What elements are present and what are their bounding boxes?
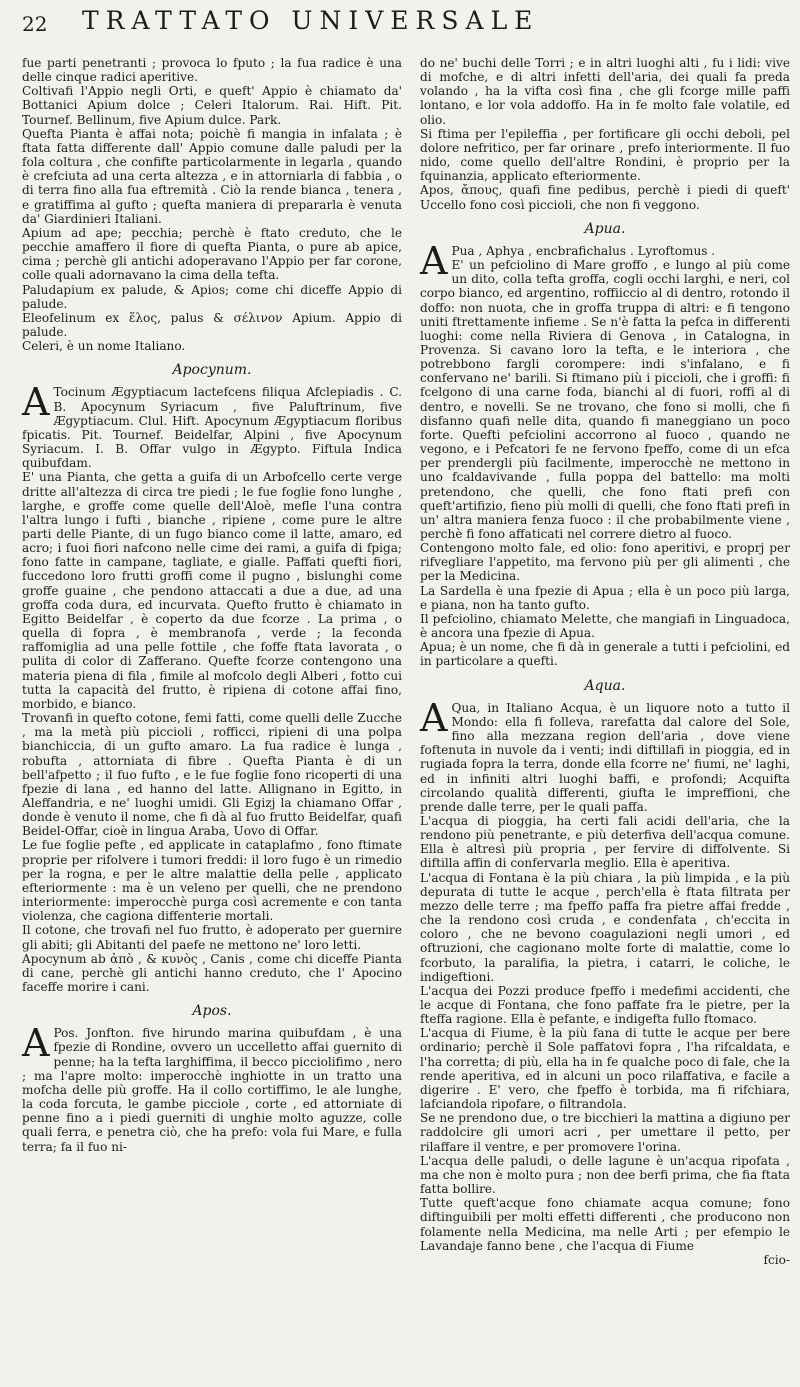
aqua-wells: L'acqua dei Pozzi produce fpeffo i medefimi accidenti, che le acque di Fontana, che fono paffate fra le pietre, per la fteffa ragione. Ella è pefante, e indigefta fullo ftomaco. bbox=[420, 983, 790, 1027]
apos-heading: Apos. bbox=[192, 1003, 232, 1020]
apocynum-etymology: Apocynum ab ἀπὸ , & κυνὸς , Canis , come chi diceffe Pianta di cane, perchè gli antichi hanno creduto, che l' Apocino faceffe morire i cani. bbox=[22, 951, 402, 994]
apua-melette: Il pefciolino, chiamato Melette, che mangiafi in Linguadoca, è ancora una fpezie di Apua. bbox=[420, 611, 790, 641]
apua-heading: Apua. bbox=[584, 220, 626, 237]
apium-paludapium: Paludapium ex palude, & Apios; come chi diceffe Appio di palude. bbox=[22, 282, 402, 311]
apos-text-body: Pos. Jonfton. five hirundo marina quibufdam , è una fpezie di Rondine, ovvero un uccelletto affai guernito di penne; ha la tefta larghiffima, il becco picciolifimo , nero ; ma l'apre molto: imperocchè inghiotte in un tratto una mofcha delle più groffe. Ha il collo cortiffimo, le ale lunghe, la coda forcuta, le gambe picciole , corte , ed attorniate di penne fino a i piedi guerniti di unghie molto aguzze, colle quali ferra, e penetra ciò, che ha prefo: vola fui Mare, e fulla terra; fa il fuo ni- bbox=[22, 1026, 402, 1154]
apos-continuation: do ne' buchi delle Torri ; e in altri luoghi alti , fu i lidi: vive di mofche, e di altri infetti dell'aria, dei quali fa preda volando , ha la vifta così fina , che gli fcorge mille paffi lontano, e lor vola addoffo. Ha in fe molto fale volatile, ed olio. bbox=[420, 56, 790, 127]
apocynum-description: E' una Pianta, che getta a guifa di un Arbofcello certe verge dritte all'altezza di circa tre piedi ; le fue foglie fono lunghe , larghe, e groffe come quelle dell'Aloè, mefle l'una contra l'altra lungo i fufti , bianche , ripiene , come pure le altre parti delle Piante, di un fugo bianco come il latte, amaro, ed acro; i fuoi fiori nafcono nelle cime dei rami, a guifa di fpiga; fono fatte in campane, tagliate, e gialle. Paffati quefti fiori, fuccedono loro frutti groffi come il pugno , bislunghi come groffe guaine , che pendono attaccati a due a due, ad una groffa coda dura, ed incurvata. Quefto frutto è chiamato in Egitto Beidelfar , è coperto da due fcorze . La prima , o quella di fopra , è membranofa , verde ; la feconda raffomiglia ad una pelle fottile , che foffe ftata lavorata , o pulita di color di Zafferano. Quefte fcorze contengono una materia piena di fila , fimile al mofcolo degli Alberi , fotto cui tutta la capacità del frutto, è ripiena di cotone affai fino, morbido, e bianco. bbox=[22, 470, 402, 711]
drop-cap-a: A bbox=[22, 1021, 50, 1066]
apium-intro: fue parti penetranti ; provoca lo fputo ; la fua radice è una delle cinque radici aperitive. bbox=[22, 56, 402, 85]
aqua-fountain: L'acqua di Fontana è la più chiara , la più limpida , e la più depurata di tutte le acque , perch'ella è ftata filtrata per mezzo delle terre ; ma fpeffo paffa fra pietre affai fredde , che la rendono così cruda , e condenfata , ch'eccita in coloro , che ne bevono coagulazioni negli umori , ed oftruzioni, che cagionano molte forte di malattie, come lo fcorbuto, la paralifia, la pietra, i catarri, le coliche, le indigeftioni. bbox=[420, 870, 790, 984]
apocynum-seeds: Trovanfi in quefto cotone, femi fatti, come quelli delle Zucche , ma la metà più piccioli , rofficci, ripieni di una polpa bianchiccia, di un gufto amaro. La fua radice è lunga , robufta , attorniata di fibre . Quefta Pianta è di un bell'afpetto ; il fuo fufto , e le fue foglie fono ricoperti di una fpezie di lana , ed hanno del latte. Allignano in Egitto, in Aleffandria, e ne' luoghi umidi. Gli Egizj la chiamano Offar , donde è venuto il nome, che fi dà al fuo frutto Beidelfar, quafi Beidel-Offar, cioè in lingua Araba, Uovo di Offar. bbox=[22, 711, 402, 839]
apium-greek: Eleofelinum ex ἕλος, palus & σέλινον Apium. Appio di palude. bbox=[22, 310, 402, 339]
apocynum-synonyms bbox=[22, 380, 402, 471]
left-column bbox=[22, 56, 402, 1154]
drop-cap-a: A bbox=[22, 380, 50, 425]
aqua-intro bbox=[420, 695, 790, 814]
aqua-morning: Se ne prendono due, o tre bicchieri la mattina a digiuno per raddolcire gli umori acri , per umettare il petto, per rilaffare il ventre, e per promovere l'orina. bbox=[420, 1111, 790, 1154]
apos-etymology: Apos, ἄπους, quafi fine pedibus, perchè i piedi di queft' Uccello fono così piccioli, che non fi veggono. bbox=[420, 183, 790, 212]
apocynum-uses: Le fue foglie pefte , ed applicate in cataplafmo , fono ftimate proprie per rifolvere i tumori freddi: il loro fugo è un rimedio per la rogna, e per le altre malattie della pelle , applicato efteriormente : ma è un veleno per quelli, che ne prendono interiormente: imperocchè purga così acremente e con tanta violenza, che cagiona diffenterie mortali. bbox=[22, 838, 402, 924]
apua-sardella: La Sardella è una fpezie di Apua ; ella è un poco più larga, e piana, non ha tanto gufto. bbox=[420, 583, 790, 612]
apocynum-synonyms-text: Tocinum Ægyptiacum lactefcens filiqua Afclepiadis . C. B. Apocynum Syriacum , five Paluftrinum, five Ægyptiacum. Clul. Hift. Apocynum Ægyptiacum floribus fpicatis. Pit. Tournef. Beidelfar, Alpini , five Apocynum Syriacum. I. B. Offar vulgo in Ægypto. Fiftula Indica quibufdam. bbox=[22, 385, 402, 471]
apua-synonyms-text: Pua , Aphya , encbrafichalus . Lyroftomus . bbox=[451, 243, 716, 258]
page-number: 22 bbox=[22, 12, 48, 36]
apocynum-heading: Apocynum. bbox=[172, 362, 252, 379]
apium-celeri: Celeri, è un nome Italiano. bbox=[22, 339, 186, 354]
page-header bbox=[22, 4, 786, 44]
aqua-river: L'acqua di Fiume, è la più fana di tutte le acque per bere ordinario; perchè il Sole paffatovi fopra , l'ha rifcaldata, e l'ha corretta; di più, ella ha in fe qualche poco di fale, che la rende aperitiva, ed in alcuni un poco rilaffativa, e facile a digerire . E' vero, che fpeffo è torbida, ma fi rifchiara, lafciandola ripofare, o filtrandola. bbox=[420, 1026, 790, 1112]
right-column bbox=[420, 56, 790, 1267]
aqua-final: Tutte queft'acque fono chiamate acqua comune; fono diftinguibili per molti effetti differenti , che producono non folamente nella Medicina, ma nelle Arti ; per efempio le Lavandaje fanno bene , che l'acqua di Fiume bbox=[420, 1196, 790, 1253]
aqua-intro-text: Qua, in Italiano Acqua, è un liquore noto a tutto il Mondo: ella fi folleva, rarefatta dal calore del Sole, fino alla mezzana region dell'aria , dove viene foftenuta in nuvole da i venti; indi diftillafi in pioggia, ed in rugiada fopra la terra, donde ella fcorre ne' fiumi, ne' laghi, ed in infiniti altri luoghi baffi, e profondi; Acquifta circolando qualità differenti, giufta le impreffioni, che prende dalle terre, per le quali paffa. bbox=[420, 700, 790, 814]
running-title: TRATTATO UNIVERSALE bbox=[82, 6, 540, 35]
apua-description: E' un pefciolino di Mare groffo , e lungo al più come un dito, colla tefta groffa, cogli occhi larghi, e neri, col corpo bianco, ed argentino, roffiiccio al di dentro, rotondo il doffo: non nuota, che in groffa truppa di altri: e fi tengono uniti ftrettamente infieme . Se n'è fatta la pefca in differenti luoghi: come nella Riviera di Genova , in Catalogna, in Provenza. Si cavano loro la tefta, e le interiora , che potrebbono fargli corompere: indi s'infalano, e fi confervano ne' barili. Si ftimano più i piccioli, che i groffi: fi fcelgono di una carne foda, bianchi al di fuori, roffi al di dentro, e novelli. Se ne trovano, che fono si molli, che fi disfanno quafi nelle dita, quando fi maneggiano un poco forte. Quefti pefciolini accorrono al fuoco , quando ne vegono, e i Pefcatori fe ne fervono fpeffo, come di un efca per prendergli più facilmente, imperocchè ne mettono in uno fcaldavivande , fulla poppa del battello: ma molti pretendono, che quelli, che fono ftati prefi con queft'artifizio, fieno più molli di quelli, che fono ftati prefi in un' altra maniera fenza fuoco : il che probabilmente viene , perchè fi fono affaticati nel correre dietro al fuoco. bbox=[420, 258, 790, 541]
apua-properties: Contengono molto fale, ed olio: fono aperitivi, e proprj per rifvegliare l'appetito, ma fervono più per gli alimenti , che per la Medicina. bbox=[420, 541, 790, 584]
drop-cap-a: A bbox=[420, 238, 448, 283]
apos-text bbox=[22, 1021, 402, 1154]
aqua-marsh: L'acqua delle paludi, o delle lagune è un'acqua ripofata , ma che non è molto pura ; non dee berfi prima, che fia ftata fatta bollire. bbox=[420, 1153, 790, 1197]
aqua-heading: Aqua. bbox=[584, 677, 626, 694]
apua-etymology: Apua; è un nome, che fi dà in generale a tutti i pefciolini, ed in particolare a quefti. bbox=[420, 640, 790, 669]
catchword: fcio- bbox=[763, 1252, 790, 1267]
drop-cap-a: A bbox=[420, 695, 448, 740]
apua-synonyms bbox=[420, 238, 790, 283]
apocynum-cotton: Il cotone, che trovafi nel fuo frutto, è adoperato per guernire gli abiti; gli Abitanti del paefe ne mettono ne' loro letti. bbox=[22, 923, 402, 952]
apium-etymology: Apium ad ape; pecchia; perchè è ftato creduto, che le pecchie amaffero il fiore di quefta Pianta, o pure ab apice, cima ; perchè gli antichi adoperavano l'Appio per far corone, colle quali adornavano la cima della tefta. bbox=[22, 225, 402, 283]
apium-description: Quefta Pianta è affai nota; poichè fi mangia in infalata ; è ftata fatta differente dall' Appio comune dalle paludi per la fola coltura , che confifte particolarmente in legarla , quando è crefciuta ad una certa altezza , e in attorniarla di fabbia , o di terra fino alla fua eftremità . Ciò la rende bianca , tenera , e gratiffima al gufto ; quefta maniera di prepararla è venuta da' Giardinieri Italiani. bbox=[22, 126, 402, 226]
apos-uses: Si ftima per l'epileffia , per fortificare gli occhi deboli, pel dolore nefritico, per far orinare , prefo interiormente. Il fuo nido, come quello dell'altre Rondini, è proprio per la fquinanzia, applicato efteriormente. bbox=[420, 126, 790, 184]
aqua-rain: L'acqua di pioggia, ha certi fali acidi dell'aria, che la rendono più penetrante, e più deterfiva dell'acqua comune. Ella è altresì più propria , per fervire di diffolvente. Si diftilla affin di confervarla meglio. Ella è aperitiva. bbox=[420, 813, 790, 871]
apium-synonyms: Coltivafi l'Appio negli Orti, e queft' Appio è chiamato da' Bottanici Apium dolce ; Celeri Italorum. Rai. Hift. Pit. Tournef. Bellinum, five Apium dulce. Park. bbox=[22, 84, 402, 127]
